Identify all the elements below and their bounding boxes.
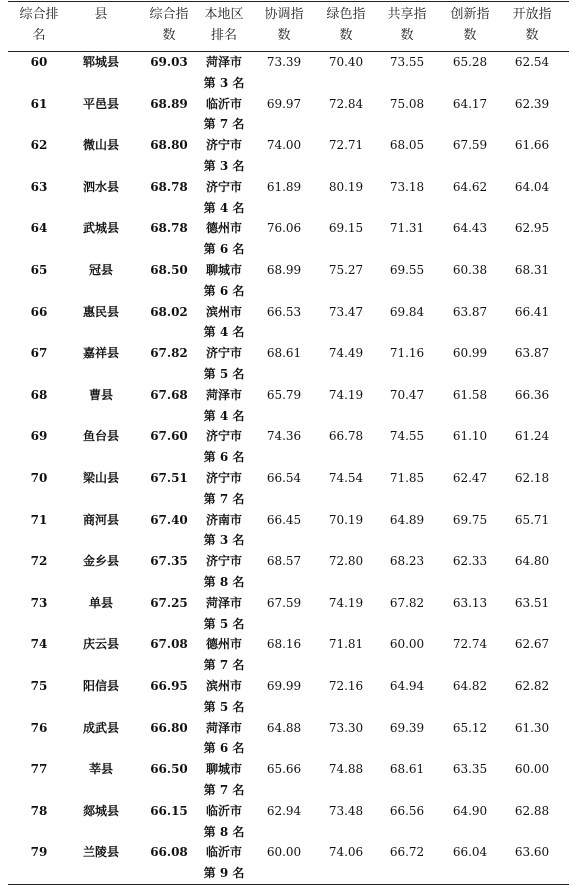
- table-row: [0, 468, 577, 510]
- coordination-index-cell: 68.16: [266, 637, 302, 652]
- local-rank-text: 第 8 名: [203, 574, 245, 589]
- sharing-index-cell: 64.94: [389, 679, 425, 693]
- sharing-index-cell: 67.82: [389, 595, 425, 610]
- rank-cell: 63: [30, 179, 48, 194]
- openness-index-cell: 61.24: [514, 429, 550, 444]
- innovation-index-cell: 64.62: [452, 179, 488, 194]
- city-name: 济宁市: [205, 138, 242, 153]
- green-index-cell: 73.48: [328, 803, 364, 818]
- county-cell: 微山县: [82, 138, 119, 153]
- green-index-cell: 74.49: [328, 346, 364, 361]
- innovation-index-cell: 63.35: [452, 762, 488, 777]
- composite-index-cell: 68.02: [150, 304, 188, 319]
- local-rank-cell: [196, 510, 252, 552]
- composite-index-cell: 67.60: [150, 429, 188, 444]
- composite-index-cell: 68.80: [150, 138, 188, 153]
- openness-index-cell: 61.30: [514, 720, 550, 735]
- table-row: [0, 94, 577, 136]
- composite-index-cell: 67.08: [150, 637, 188, 652]
- green-index-cell: 74.54: [328, 471, 364, 485]
- local-rank-text: 第 7 名: [203, 658, 245, 673]
- table-row: [0, 426, 577, 468]
- openness-index-cell: 62.54: [514, 55, 550, 69]
- coordination-index-cell: 68.57: [266, 554, 302, 569]
- table-top-rule: [8, 1, 569, 2]
- table-row: [0, 385, 577, 427]
- composite-index-cell: 68.89: [150, 96, 188, 111]
- local-rank-text: 第 4 名: [203, 200, 245, 215]
- table-row: [0, 260, 577, 302]
- county-cell: 金乡县: [82, 554, 119, 569]
- header-rank: 综合排 名: [19, 7, 59, 43]
- innovation-index-cell: 61.10: [452, 429, 488, 444]
- header-green-index: 绿色指 数: [326, 7, 366, 43]
- rank-cell: 73: [30, 595, 48, 610]
- coordination-index-cell: 65.66: [266, 762, 302, 777]
- coordination-index-cell: 62.94: [266, 803, 302, 818]
- green-index-cell: 74.19: [328, 387, 364, 402]
- innovation-index-cell: 61.58: [452, 387, 488, 402]
- table-row: [0, 52, 577, 94]
- table-row: [0, 634, 577, 676]
- city-name: 济宁市: [205, 471, 242, 485]
- rank-cell: 70: [30, 471, 48, 485]
- innovation-index-cell: 72.74: [452, 637, 488, 652]
- sharing-index-cell: 73.55: [389, 55, 425, 69]
- openness-index-cell: 62.39: [514, 96, 550, 111]
- local-rank-cell: [196, 718, 252, 760]
- composite-index-cell: 68.50: [150, 263, 188, 277]
- openness-index-cell: 64.04: [514, 179, 550, 194]
- rank-cell: 67: [30, 346, 48, 361]
- openness-index-cell: 62.82: [514, 679, 550, 693]
- sharing-index-cell: 71.85: [389, 471, 425, 485]
- county-cell: 鱼台县: [82, 429, 119, 444]
- green-index-cell: 74.88: [328, 762, 364, 777]
- rank-cell: 76: [30, 720, 48, 735]
- sharing-index-cell: 69.39: [389, 720, 425, 735]
- header-innovation-index: 创新指 数: [450, 7, 490, 43]
- city-name: 济宁市: [205, 179, 242, 194]
- local-rank-text: 第 7 名: [203, 491, 245, 506]
- city-name: 滨州市: [205, 304, 242, 319]
- coordination-index-cell: 74.00: [266, 138, 302, 153]
- composite-index-cell: 66.08: [150, 845, 188, 860]
- green-index-cell: 75.27: [328, 263, 364, 277]
- composite-index-cell: 67.82: [150, 346, 188, 361]
- coordination-index-cell: 65.79: [266, 387, 302, 402]
- local-rank-cell: [196, 759, 252, 801]
- local-rank-text: 第 4 名: [203, 408, 245, 423]
- local-rank-cell: [196, 52, 252, 94]
- local-rank-text: 第 5 名: [203, 616, 245, 631]
- coordination-index-cell: 68.99: [266, 263, 302, 277]
- table-row: [0, 842, 577, 884]
- coordination-index-cell: 74.36: [266, 429, 302, 444]
- composite-index-cell: 67.35: [150, 554, 188, 569]
- coordination-index-cell: 76.06: [266, 221, 302, 236]
- innovation-index-cell: 64.90: [452, 803, 488, 818]
- openness-index-cell: 63.51: [514, 595, 550, 610]
- sharing-index-cell: 73.18: [389, 179, 425, 194]
- green-index-cell: 70.40: [328, 55, 364, 69]
- city-name: 德州市: [205, 637, 242, 652]
- table-row: [0, 551, 577, 593]
- local-rank-text: 第 6 名: [203, 741, 245, 756]
- county-cell: 兰陵县: [82, 845, 119, 860]
- openness-index-cell: 66.41: [514, 304, 550, 319]
- innovation-index-cell: 60.99: [452, 346, 488, 361]
- table-row: [0, 676, 577, 718]
- county-cell: 成武县: [82, 720, 119, 735]
- county-cell: 庆云县: [82, 637, 119, 652]
- composite-index-cell: 66.15: [150, 803, 188, 818]
- sharing-index-cell: 66.56: [389, 803, 425, 818]
- header-local-rank: 本地区 排名: [204, 7, 244, 43]
- sharing-index-cell: 69.84: [389, 304, 425, 319]
- local-rank-cell: [196, 177, 252, 219]
- innovation-index-cell: 63.13: [452, 595, 488, 610]
- city-name: 菏泽市: [205, 55, 242, 69]
- header-coordination-index: 协调指 数: [264, 7, 304, 43]
- composite-index-cell: 66.80: [150, 720, 188, 735]
- local-rank-cell: [196, 593, 252, 635]
- green-index-cell: 71.81: [328, 637, 364, 652]
- city-name: 菏泽市: [205, 720, 242, 735]
- composite-index-cell: 67.68: [150, 387, 188, 402]
- openness-index-cell: 62.18: [514, 471, 550, 485]
- innovation-index-cell: 69.75: [452, 512, 488, 527]
- county-cell: 阳信县: [82, 679, 119, 693]
- innovation-index-cell: 64.82: [452, 679, 488, 693]
- city-name: 济宁市: [205, 554, 242, 569]
- local-rank-cell: [196, 343, 252, 385]
- city-name: 临沂市: [205, 845, 242, 860]
- city-name: 聊城市: [205, 263, 242, 277]
- local-rank-cell: [196, 302, 252, 344]
- coordination-index-cell: 69.99: [266, 679, 302, 693]
- rank-cell: 60: [30, 55, 48, 69]
- local-rank-cell: [196, 842, 252, 884]
- header-sharing-index: 共享指 数: [387, 7, 427, 43]
- local-rank-cell: [196, 551, 252, 593]
- local-rank-text: 第 3 名: [203, 158, 245, 173]
- county-cell: 梁山县: [82, 471, 119, 485]
- rank-cell: 61: [30, 96, 48, 111]
- city-name: 滨州市: [205, 679, 242, 693]
- openness-index-cell: 64.80: [514, 554, 550, 569]
- header-openness-index: 开放指 数: [512, 7, 552, 43]
- table-row: [0, 218, 577, 260]
- local-rank-text: 第 4 名: [203, 325, 245, 340]
- innovation-index-cell: 65.12: [452, 720, 488, 735]
- local-rank-text: 第 3 名: [203, 533, 245, 548]
- rank-cell: 66: [30, 304, 48, 319]
- rank-cell: 72: [30, 554, 48, 569]
- local-rank-cell: [196, 385, 252, 427]
- coordination-index-cell: 61.89: [266, 179, 302, 194]
- openness-index-cell: 68.31: [514, 263, 550, 277]
- table-row: [0, 801, 577, 843]
- sharing-index-cell: 60.00: [389, 637, 425, 652]
- header-county: 县: [94, 7, 108, 22]
- table-row: [0, 135, 577, 177]
- table-row: [0, 718, 577, 760]
- openness-index-cell: 62.95: [514, 221, 550, 236]
- rank-cell: 64: [30, 221, 48, 236]
- coordination-index-cell: 67.59: [266, 595, 302, 610]
- coordination-index-cell: 66.54: [266, 471, 302, 485]
- openness-index-cell: 60.00: [514, 762, 550, 777]
- city-name: 菏泽市: [205, 595, 242, 610]
- table-row: [0, 343, 577, 385]
- innovation-index-cell: 63.87: [452, 304, 488, 319]
- local-rank-text: 第 6 名: [203, 242, 245, 257]
- sharing-index-cell: 64.89: [389, 512, 425, 527]
- rank-cell: 77: [30, 762, 48, 777]
- county-cell: 平邑县: [82, 96, 119, 111]
- sharing-index-cell: 68.23: [389, 554, 425, 569]
- county-cell: 单县: [88, 595, 113, 610]
- sharing-index-cell: 69.55: [389, 263, 425, 277]
- sharing-index-cell: 71.16: [389, 346, 425, 361]
- sharing-index-cell: 68.61: [389, 762, 425, 777]
- green-index-cell: 72.16: [328, 679, 364, 693]
- coordination-index-cell: 69.97: [266, 96, 302, 111]
- innovation-index-cell: 67.59: [452, 138, 488, 153]
- rank-cell: 68: [30, 387, 48, 402]
- header-composite-index: 综合指 数: [149, 7, 189, 43]
- rank-cell: 65: [30, 263, 48, 277]
- sharing-index-cell: 71.31: [389, 221, 425, 236]
- rank-cell: 79: [30, 845, 48, 860]
- innovation-index-cell: 60.38: [452, 263, 488, 277]
- local-rank-cell: [196, 801, 252, 843]
- rank-cell: 62: [30, 138, 48, 153]
- composite-index-cell: 69.03: [150, 55, 188, 69]
- green-index-cell: 74.06: [328, 845, 364, 860]
- local-rank-text: 第 6 名: [203, 283, 245, 298]
- composite-index-cell: 66.50: [150, 762, 188, 777]
- local-rank-text: 第 3 名: [203, 75, 245, 90]
- county-cell: 郯城县: [82, 803, 119, 818]
- coordination-index-cell: 66.45: [266, 512, 302, 527]
- innovation-index-cell: 66.04: [452, 845, 488, 860]
- local-rank-cell: [196, 676, 252, 718]
- city-name: 聊城市: [205, 762, 242, 777]
- local-rank-cell: [196, 218, 252, 260]
- county-cell: 莘县: [88, 762, 113, 777]
- composite-index-cell: 67.25: [150, 595, 188, 610]
- innovation-index-cell: 64.17: [452, 96, 488, 111]
- innovation-index-cell: 65.28: [452, 55, 488, 69]
- table-bottom-rule: [8, 884, 569, 885]
- green-index-cell: 70.19: [328, 512, 364, 527]
- county-cell: 泗水县: [82, 179, 119, 194]
- county-cell: 商河县: [82, 512, 119, 527]
- coordination-index-cell: 64.88: [266, 720, 302, 735]
- local-rank-cell: [196, 94, 252, 136]
- composite-index-cell: 68.78: [150, 179, 188, 194]
- green-index-cell: 74.19: [328, 595, 364, 610]
- innovation-index-cell: 62.33: [452, 554, 488, 569]
- composite-index-cell: 67.51: [150, 471, 188, 485]
- county-cell: 惠民县: [82, 304, 119, 319]
- openness-index-cell: 63.87: [514, 346, 550, 361]
- green-index-cell: 73.47: [328, 304, 364, 319]
- city-name: 济宁市: [205, 429, 242, 444]
- openness-index-cell: 66.36: [514, 387, 550, 402]
- county-cell: 嘉祥县: [82, 346, 119, 361]
- sharing-index-cell: 68.05: [389, 138, 425, 153]
- innovation-index-cell: 64.43: [452, 221, 488, 236]
- local-rank-text: 第 7 名: [203, 117, 245, 132]
- table-row: [0, 759, 577, 801]
- innovation-index-cell: 62.47: [452, 471, 488, 485]
- green-index-cell: 69.15: [328, 221, 364, 236]
- county-cell: 郓城县: [82, 55, 119, 69]
- local-rank-cell: [196, 426, 252, 468]
- rank-cell: 78: [30, 803, 48, 818]
- openness-index-cell: 65.71: [514, 512, 550, 527]
- table-row: [0, 302, 577, 344]
- city-name: 德州市: [205, 221, 242, 236]
- composite-index-cell: 67.40: [150, 512, 188, 527]
- local-rank-text: 第 8 名: [203, 824, 245, 839]
- rank-cell: 74: [30, 637, 48, 652]
- county-cell: 曹县: [88, 387, 113, 402]
- composite-index-cell: 68.78: [150, 221, 188, 236]
- green-index-cell: 72.80: [328, 554, 364, 569]
- city-name: 菏泽市: [205, 387, 242, 402]
- sharing-index-cell: 74.55: [389, 429, 425, 444]
- coordination-index-cell: 66.53: [266, 304, 302, 319]
- coordination-index-cell: 68.61: [266, 346, 302, 361]
- table-row: [0, 510, 577, 552]
- green-index-cell: 73.30: [328, 720, 364, 735]
- sharing-index-cell: 70.47: [389, 387, 425, 402]
- table-row: [0, 593, 577, 635]
- local-rank-text: 第 9 名: [203, 866, 245, 881]
- local-rank-cell: [196, 468, 252, 510]
- openness-index-cell: 62.67: [514, 637, 550, 652]
- green-index-cell: 72.71: [328, 138, 364, 153]
- county-cell: 武城县: [82, 221, 119, 236]
- rank-cell: 75: [30, 679, 48, 693]
- local-rank-cell: [196, 634, 252, 676]
- green-index-cell: 66.78: [328, 429, 364, 444]
- city-name: 济宁市: [205, 346, 242, 361]
- sharing-index-cell: 75.08: [389, 96, 425, 111]
- green-index-cell: 72.84: [328, 96, 364, 111]
- local-rank-text: 第 5 名: [203, 699, 245, 714]
- coordination-index-cell: 73.39: [266, 55, 302, 69]
- sharing-index-cell: 66.72: [389, 845, 425, 860]
- composite-index-cell: 66.95: [150, 679, 188, 693]
- openness-index-cell: 62.88: [514, 803, 550, 818]
- coordination-index-cell: 60.00: [266, 845, 302, 860]
- openness-index-cell: 63.60: [514, 845, 550, 860]
- table-row: [0, 177, 577, 219]
- local-rank-text: 第 6 名: [203, 450, 245, 465]
- city-name: 临沂市: [205, 96, 242, 111]
- openness-index-cell: 61.66: [514, 138, 550, 153]
- local-rank-cell: [196, 135, 252, 177]
- rank-cell: 71: [30, 512, 48, 527]
- city-name: 临沂市: [205, 803, 242, 818]
- local-rank-cell: [196, 260, 252, 302]
- local-rank-text: 第 7 名: [203, 782, 245, 797]
- county-cell: 冠县: [88, 263, 113, 277]
- rank-cell: 69: [30, 429, 48, 444]
- green-index-cell: 80.19: [328, 179, 364, 194]
- local-rank-text: 第 5 名: [203, 366, 245, 381]
- city-name: 济南市: [205, 512, 242, 527]
